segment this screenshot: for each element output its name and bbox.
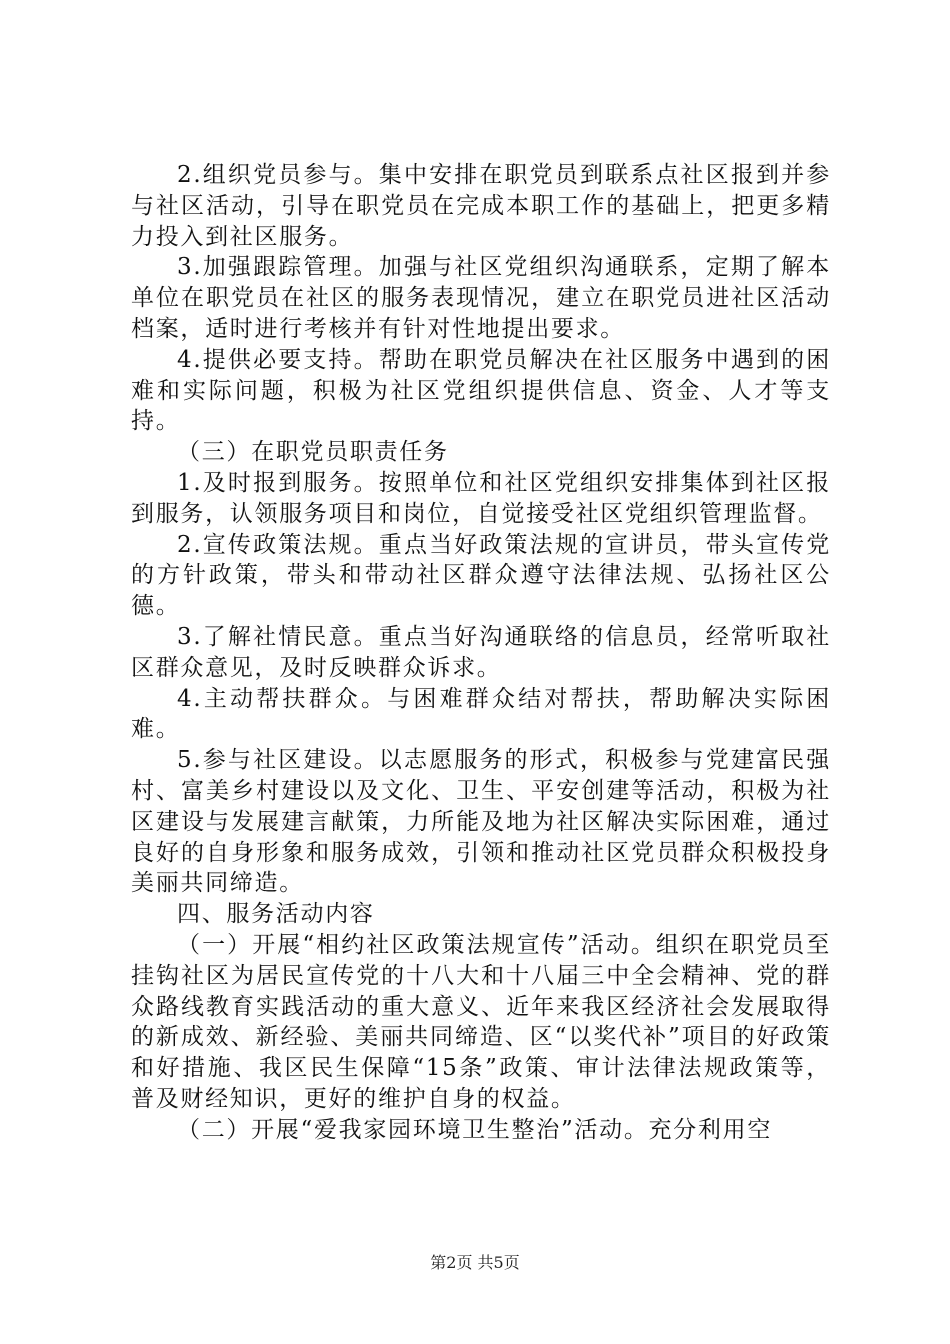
page-number-footer: 第2页 共5页 <box>430 1253 520 1272</box>
document-body <box>131 160 831 1146</box>
paragraph-5: 1.及时报到服务。按照单位和社区党组织安排集体到社区报到服务，认领服务项目和岗位，自觉接受社区党组织管理监督。 <box>131 469 831 527</box>
section-heading-duties: （三）在职党员职责任务 <box>177 439 449 466</box>
section-heading-activities: 四、服务活动内容 <box>177 901 375 928</box>
paragraph-6: 2.宣传政策法规。重点当好政策法规的宣讲员，带头宣传党的方针政策，带头和带动社区群众遵守法律法规、弘扬社区公德。 <box>131 531 831 620</box>
paragraph-2: 3.加强跟踪管理。加强与社区党组织沟通联系，定期了解本单位在职党员在社区的服务表现情况，建立在职党员进社区活动档案，适时进行考核并有针对性地提出要求。 <box>131 254 831 342</box>
paragraph-7: 3.了解社情民意。重点当好沟通联络的信息员，经常听取社区群众意见，及时反映群众诉求。 <box>131 623 831 681</box>
paragraph-9: 5.参与社区建设。以志愿服务的形式，积极参与党建富民强村、富美乡村建设以及文化、卫生、平安创建等活动，积极为社区建设与发展建言献策，力所能及地为社区解决实际困难，通过良好的自身形象和服务成效，引领和推动社区党员群众积极投身美丽共同缔造。 <box>131 747 831 897</box>
paragraph-12: （二）开展“爱我家园环境卫生整治”活动。充分利用空 <box>177 1116 773 1143</box>
paragraph-11: （一）开展“相约社区政策法规宣传”活动。组织在职党员至挂钩社区为居民宣传党的十八大和十八届三中全会精神、党的群众路线教育实践活动的重大意义、近年来我区经济社会发展取得的新成效、新经验、美丽共同缔造、区“以奖代补”项目的好政策和好措施、我区民生保障“15条”政策、审计法律法规政策等，普及财经知识，更好的维护自身的权益。 <box>131 931 831 1112</box>
paragraph-8: 4.主动帮扶群众。与困难群众结对帮扶，帮助解决实际困难。 <box>131 685 831 743</box>
paragraph-3: 4.提供必要支持。帮助在职党员解决在社区服务中遇到的困难和实际问题，积极为社区党组织提供信息、资金、人才等支持。 <box>131 346 831 435</box>
paragraph-1: 2.组织党员参与。集中安排在职党员到联系点社区报到并参与社区活动，引导在职党员在完成本职工作的基础上，把更多精力投入到社区服务。 <box>131 162 831 250</box>
